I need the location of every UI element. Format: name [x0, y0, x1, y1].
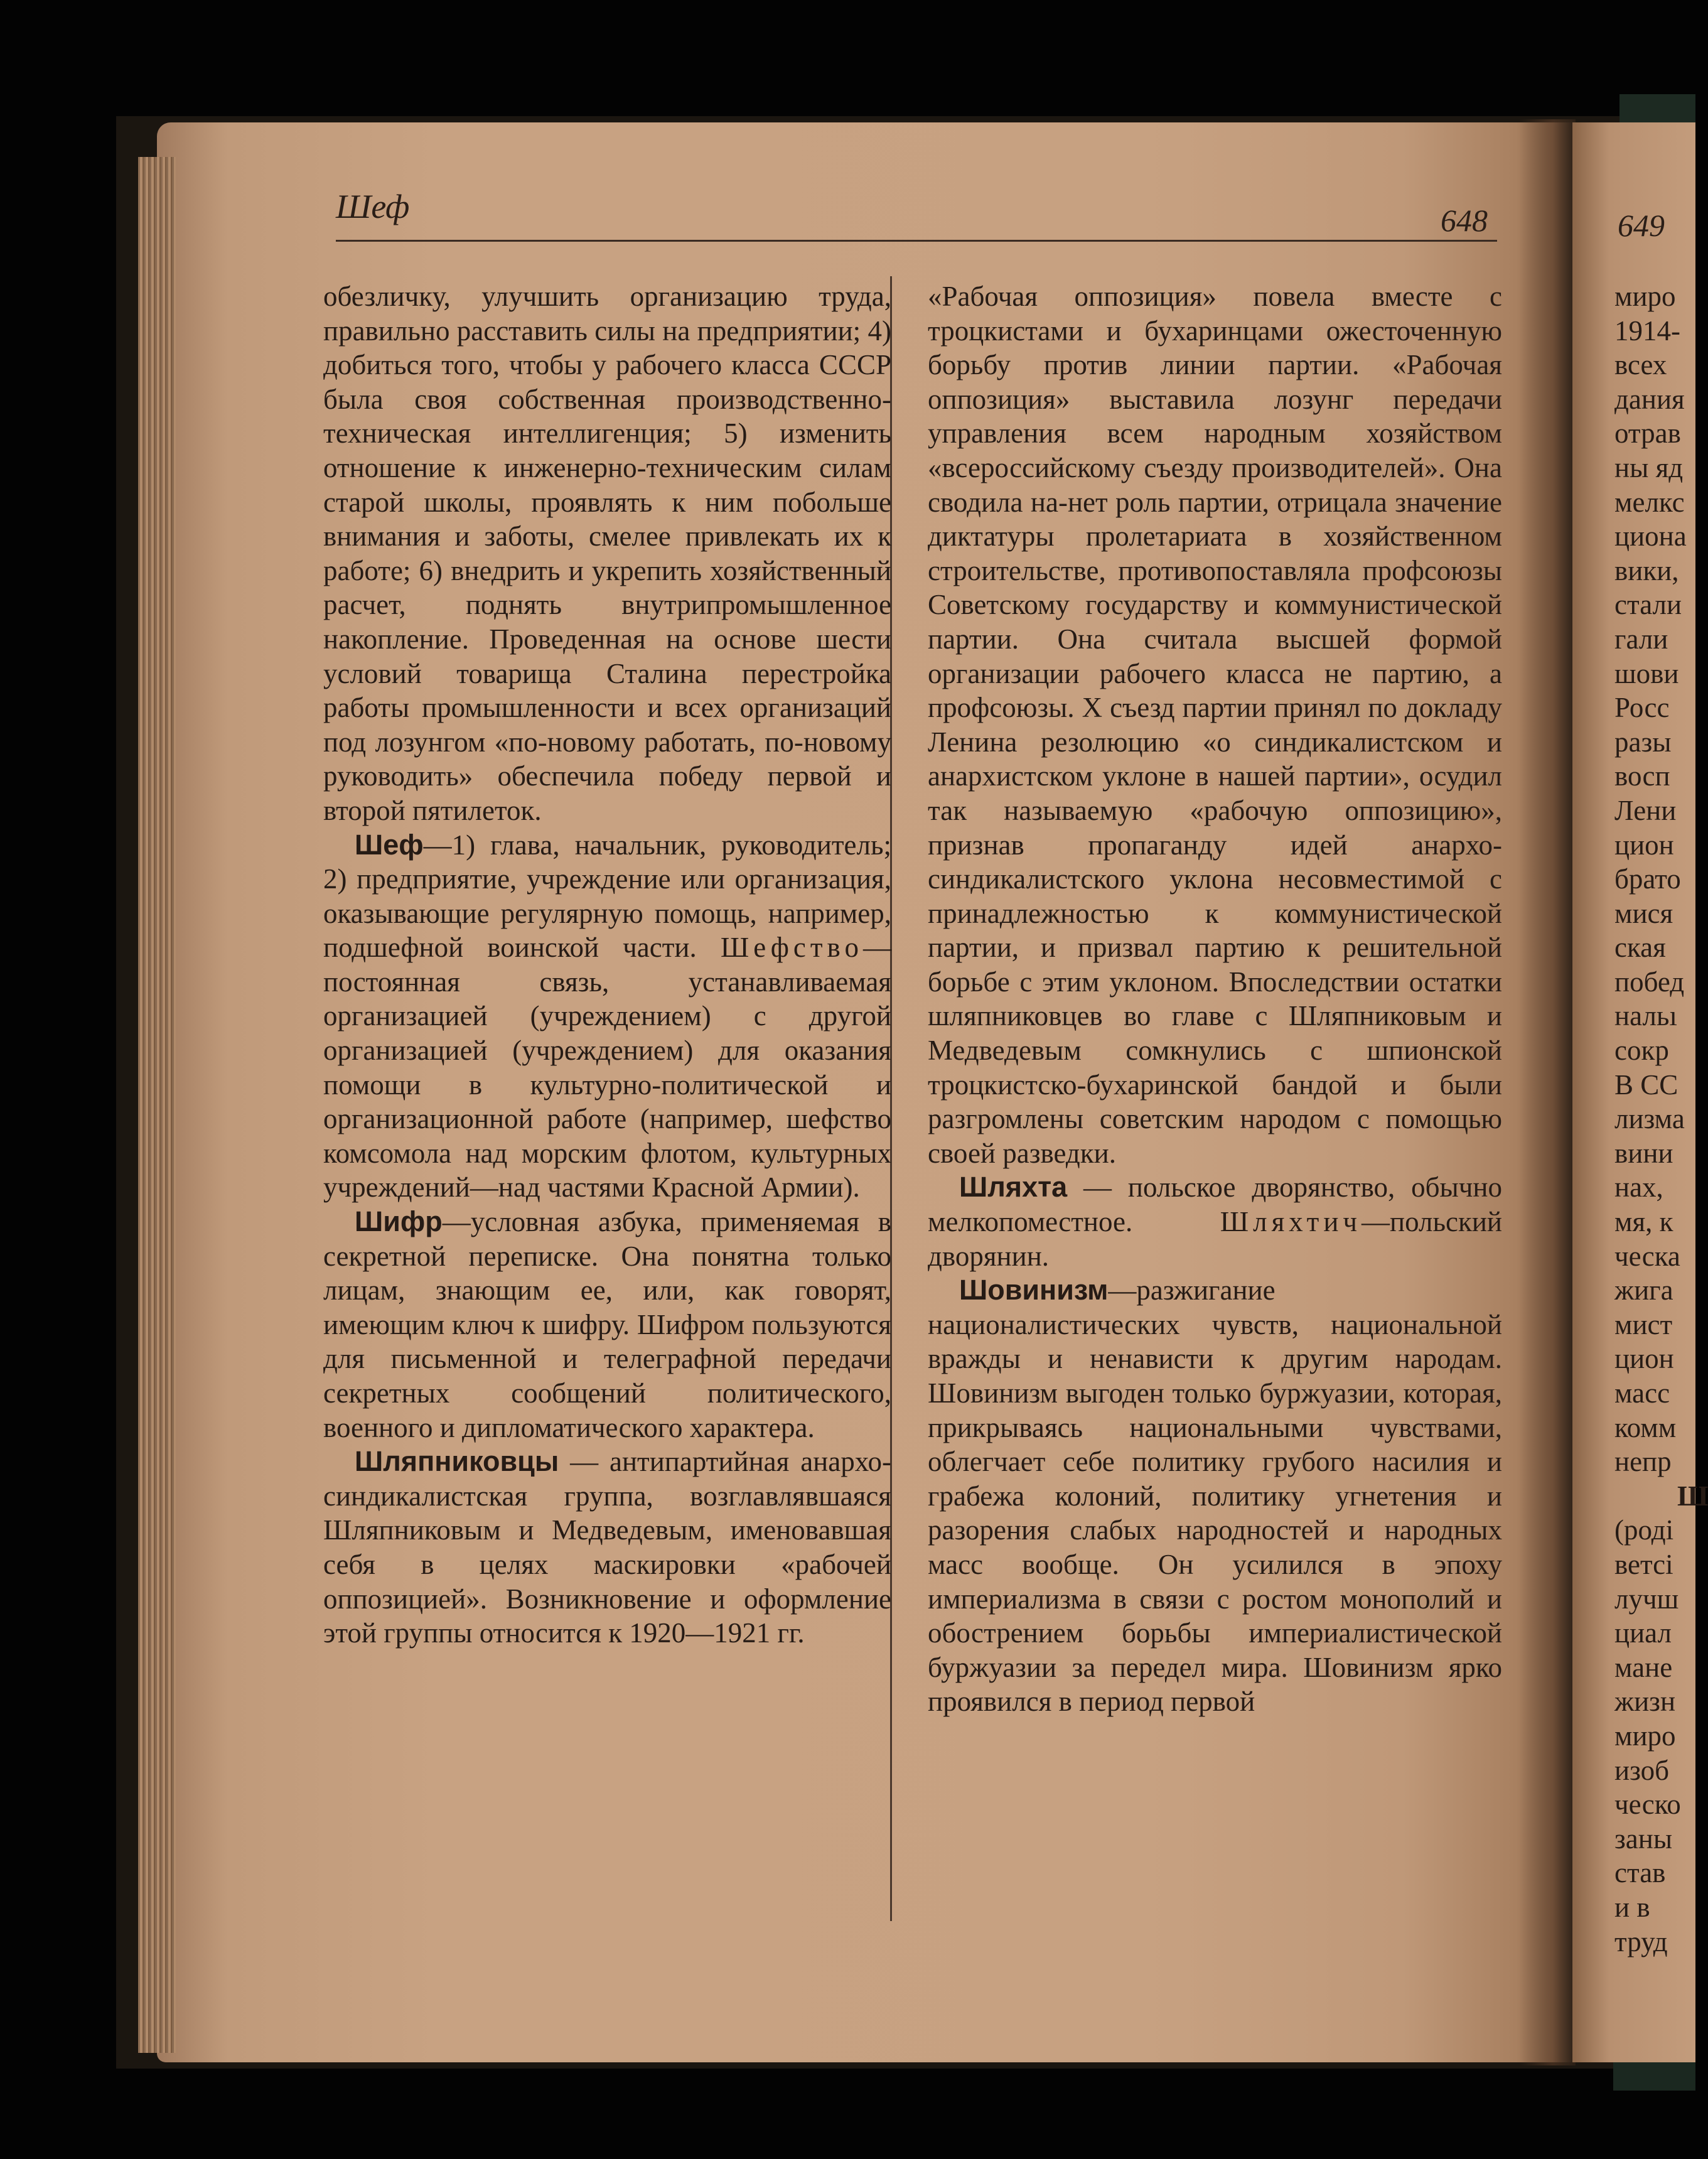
entry-subterm: Шефство: [720, 932, 863, 964]
line-fragment: отрав: [1614, 417, 1681, 450]
line-fragment: мелкс: [1614, 486, 1685, 518]
line-fragment: ская: [1614, 932, 1666, 964]
line-fragment: мися: [1614, 897, 1673, 929]
line-fragment: миро: [1614, 281, 1676, 312]
line-fragment: ветсі: [1614, 1548, 1673, 1580]
line-fragment: гали: [1614, 623, 1668, 655]
line-fragment: непр: [1614, 1446, 1672, 1478]
line-fragment: лучш: [1614, 1583, 1679, 1615]
line-fragment: миро: [1614, 1720, 1676, 1752]
line-fragment: ческа: [1614, 1240, 1680, 1272]
line-fragment: нах,: [1614, 1171, 1663, 1203]
entry-term: Шифр: [355, 1205, 443, 1238]
line-fragment: заны: [1614, 1822, 1673, 1855]
line-fragment: жига: [1614, 1274, 1673, 1306]
line-fragment: вики,: [1614, 554, 1679, 586]
entry-term: Шеф: [355, 828, 424, 861]
line-fragment: масс: [1614, 1377, 1670, 1409]
line-fragment: вини: [1614, 1137, 1673, 1169]
entry-shef: Шеф—1) глава, начальник, руководитель; 2) предприятие, учреждение или организация, оказывающие регулярную помощь, например, подшефной воинской части. Шефство—постоянная связь, устанавливаемая организацией (учреждением) с другой организацией (учреждением) для оказания помощи в культурно-политической и организационной работе (например, шефство комсомола над морским флотом, культурных учреждений—над частями Красной Армии).: [323, 828, 891, 1203]
line-fragment: брато: [1614, 863, 1681, 895]
line-fragment: стали: [1614, 589, 1682, 621]
line-fragment: мя, к: [1614, 1206, 1673, 1238]
line-fragment: шови: [1614, 657, 1679, 689]
entry-subterm: Шляхтич: [1220, 1206, 1362, 1238]
line-fragment: циал: [1614, 1617, 1672, 1649]
entry-continuation: «Рабочая оппозиция» повела вместе с троцкистами и бухаринцами ожесточенную борьбу против линии партии. «Рабочая оппозиция» выставила лозунг передачи управления всем народным хозяйством «всероссийскому съезду производителей». Она сводила на-нет роль партии, отрицала значение диктатуры пролетариата в хозяйственном строительстве, противопоставляла профсоюзы Советскому государству и коммунистической партии. Она считала высшей формой организации рабочего класса не партию, а профсоюзы. X съезд партии принял по докладу Ленина резолюцию «о синдикалистском и анархистском уклоне в нашей партии», осудил так называемую «рабочую оппозицию», признав пропаганду идей анархо-синдикалистского уклона несовместимой с принадлежностью к коммунистической партии, и призвал партию к решительной борьбе с этим уклоном. Впоследствии остатки шляпниковцев во главе с Шляпниковым и Медведевым сомкнулись с шпионской троцкистско-бухаринской бандой и были разгромлены советским народом с помощью своей разведки.: [928, 281, 1502, 1169]
line-fragment: сокр: [1614, 1035, 1669, 1067]
entry-shlyakhta: Шляхта — польское дворянство, обычно мелкопоместное. Шляхтич—польский дворянин.: [928, 1171, 1502, 1272]
right-page-number: 649: [1618, 208, 1665, 243]
line-fragment: дания: [1614, 383, 1685, 415]
line-fragment: (роді: [1614, 1514, 1674, 1546]
line-fragment: труд: [1614, 1925, 1668, 1957]
line-fragment: ны яд: [1614, 451, 1684, 483]
line-fragment: Лени: [1614, 794, 1677, 826]
line-fragment: Росс: [1614, 692, 1670, 724]
entry-term: Шовинизм: [959, 1274, 1109, 1306]
line-fragment: жизн: [1614, 1686, 1676, 1718]
book-gutter: [1519, 119, 1576, 2065]
line-fragment: Ш: [1677, 1480, 1708, 1512]
entry-shovinizm: Шовинизм—разжигание националистических чувств, национальной вражды и ненависти к другим народам. Шовинизм выгоден только буржуазии, которая, прикрываясь национальными чувствами, облегчает себе политику грубого насилия и грабежа колоний, политику угнетения и разорения слабых народностей и народных масс вообще. Он усилился в эпоху империализма в связи с ростом монополий и обострением борьбы империалистической буржуазии за передел мира. Шовинизм ярко проявился в период первой: [928, 1274, 1502, 1718]
left-page-number: 648: [1441, 203, 1488, 238]
entry-continuation: обезличку, улучшить организацию труда, правильно расставить силы на предприятии; 4) добиться того, чтобы у рабочего класса СССР была своя собственная производственно-техническая интеллигенция; 5) изменить отношение к инженерно-техническим силам старой школы, проявлять к ним побольше внимания и заботы, смелее привлекать их к работе; 6) внедрить и укрепить хозяйственный расчет, поднять внутрипромышленное накопление. Проведенная на основе шести условий товарища Сталина перестройка работы промышленности и всех организаций под лозунгом «по-новому работать, по-новому руководить» обеспечила победу первой и второй пятилеток.: [323, 281, 891, 826]
left-column: [323, 279, 891, 1650]
line-fragment: цион: [1614, 829, 1674, 861]
line-fragment: изоб: [1614, 1754, 1669, 1786]
running-head: Шеф: [336, 188, 410, 225]
middle-column: [928, 279, 1502, 1719]
line-fragment: нальı: [1614, 1000, 1677, 1032]
line-fragment: побед: [1614, 966, 1685, 998]
line-fragment: ческо: [1614, 1789, 1681, 1821]
line-fragment: разы: [1614, 726, 1672, 758]
cover-edge: [1619, 94, 1695, 126]
line-fragment: мист: [1614, 1308, 1673, 1340]
line-fragment: мане: [1614, 1651, 1673, 1683]
entry-shlyapnikovtsy: Шляпниковцы — антипартийная анархо-синдикалистская группа, возглавлявшаяся Шляпниковым и Медведевым, именовавшая себя в целях маскировки «рабочей оппозицией». Возникновение и оформление этой группы относится к 1920—1921 гг.: [323, 1445, 891, 1649]
line-fragment: В СС: [1614, 1069, 1678, 1101]
line-fragment: восп: [1614, 760, 1670, 792]
page-block-edge: [138, 157, 176, 2053]
line-fragment: став: [1614, 1857, 1666, 1889]
line-fragment: лизма: [1614, 1103, 1685, 1135]
entry-term: Шляпниковцы: [355, 1445, 559, 1478]
line-fragment: всех: [1614, 349, 1667, 381]
entry-shifr: Шифр—условная азбука, применяемая в секретной переписке. Она понятна только лицам, знающим ее, или, как говорят, имеющим ключ к шифру. Шифром пользуются для письменной и телеграфной передачи секретных сообщений политического, военного и дипломатического характера.: [323, 1205, 891, 1443]
right-page-column-fragment: [1614, 279, 1708, 1959]
line-fragment: и в: [1614, 1891, 1650, 1923]
line-fragment: цион: [1614, 1343, 1674, 1375]
entry-term: Шляхта: [959, 1171, 1068, 1203]
line-fragment: циона: [1614, 520, 1687, 552]
line-fragment: комм: [1614, 1411, 1677, 1443]
header-rule: [336, 240, 1497, 242]
line-fragment: 1914-: [1614, 315, 1680, 347]
